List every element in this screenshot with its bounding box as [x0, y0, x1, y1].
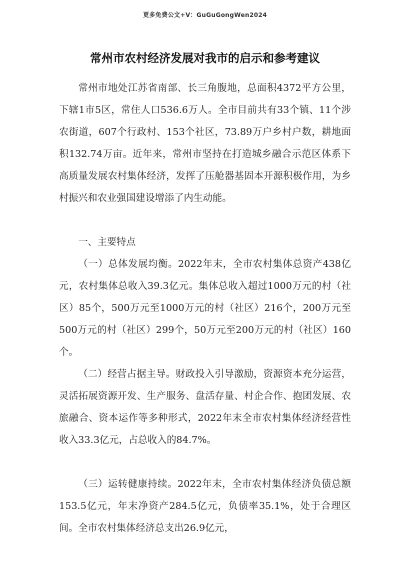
item-paragraph-2 [59, 364, 351, 452]
item-label-2: （二） [78, 369, 108, 380]
item-text-2: 经营占据主导。财政投入引导激励，资源资本充分运营，灵活拓展资源开发、生产服务、盘活存量、村企合作、抱团发展、农旅融合、资本运作等多种形式，2022年末全市农村集体经济经营性收入33.3亿元，占总收入的84.7%。 [59, 369, 352, 446]
page-title: 常州市农村经济发展对我市的启示和参考建议 [90, 51, 320, 65]
section-heading: 一、主要特点 [78, 237, 136, 248]
item-label-1: （一） [78, 259, 109, 270]
intro-paragraph: 常州市地处江苏省南部、长三角腹地，总面积4372平方公里，下辖1市5区，常住人口536.6万人。全市目前共有33个镇、11个涉农街道，607个行政村、153个社区，73.89万户乡村户数，耕地面积132.74万亩。近年来，常州市坚持在打造城乡融合示范区体系下高质量发展农村集体经济，发挥了压舱器基固本开源积极作用，为乡村振兴和农业强国建设增添了内生动能。 [59, 83, 351, 204]
item-label-3: （三） [78, 479, 108, 490]
item-text-3: 运转健康持续。2022年末，全市农村集体经济负债总额153.5亿元，年末净资产284.5亿元，负债率35.1%，处于合理区间。全市农村集体经济总支出26.9亿元， [59, 479, 351, 534]
header-note: 更多免费公文+V：GuGuGongWen2024 [143, 12, 267, 19]
item-text-1: 总体发展均衡。2022年末，全市农村集体总资产438亿元，农村集体总收入39.3亿元。集体总收入超过1000万元的村（社区）85个，500万元至1000万元的村（社区）216个，200万元至500万元的村（社区）299个，50万元至200万元的村（社区）160个。 [59, 259, 352, 358]
item-paragraph-1 [59, 254, 351, 364]
item-paragraph-3 [59, 474, 351, 540]
